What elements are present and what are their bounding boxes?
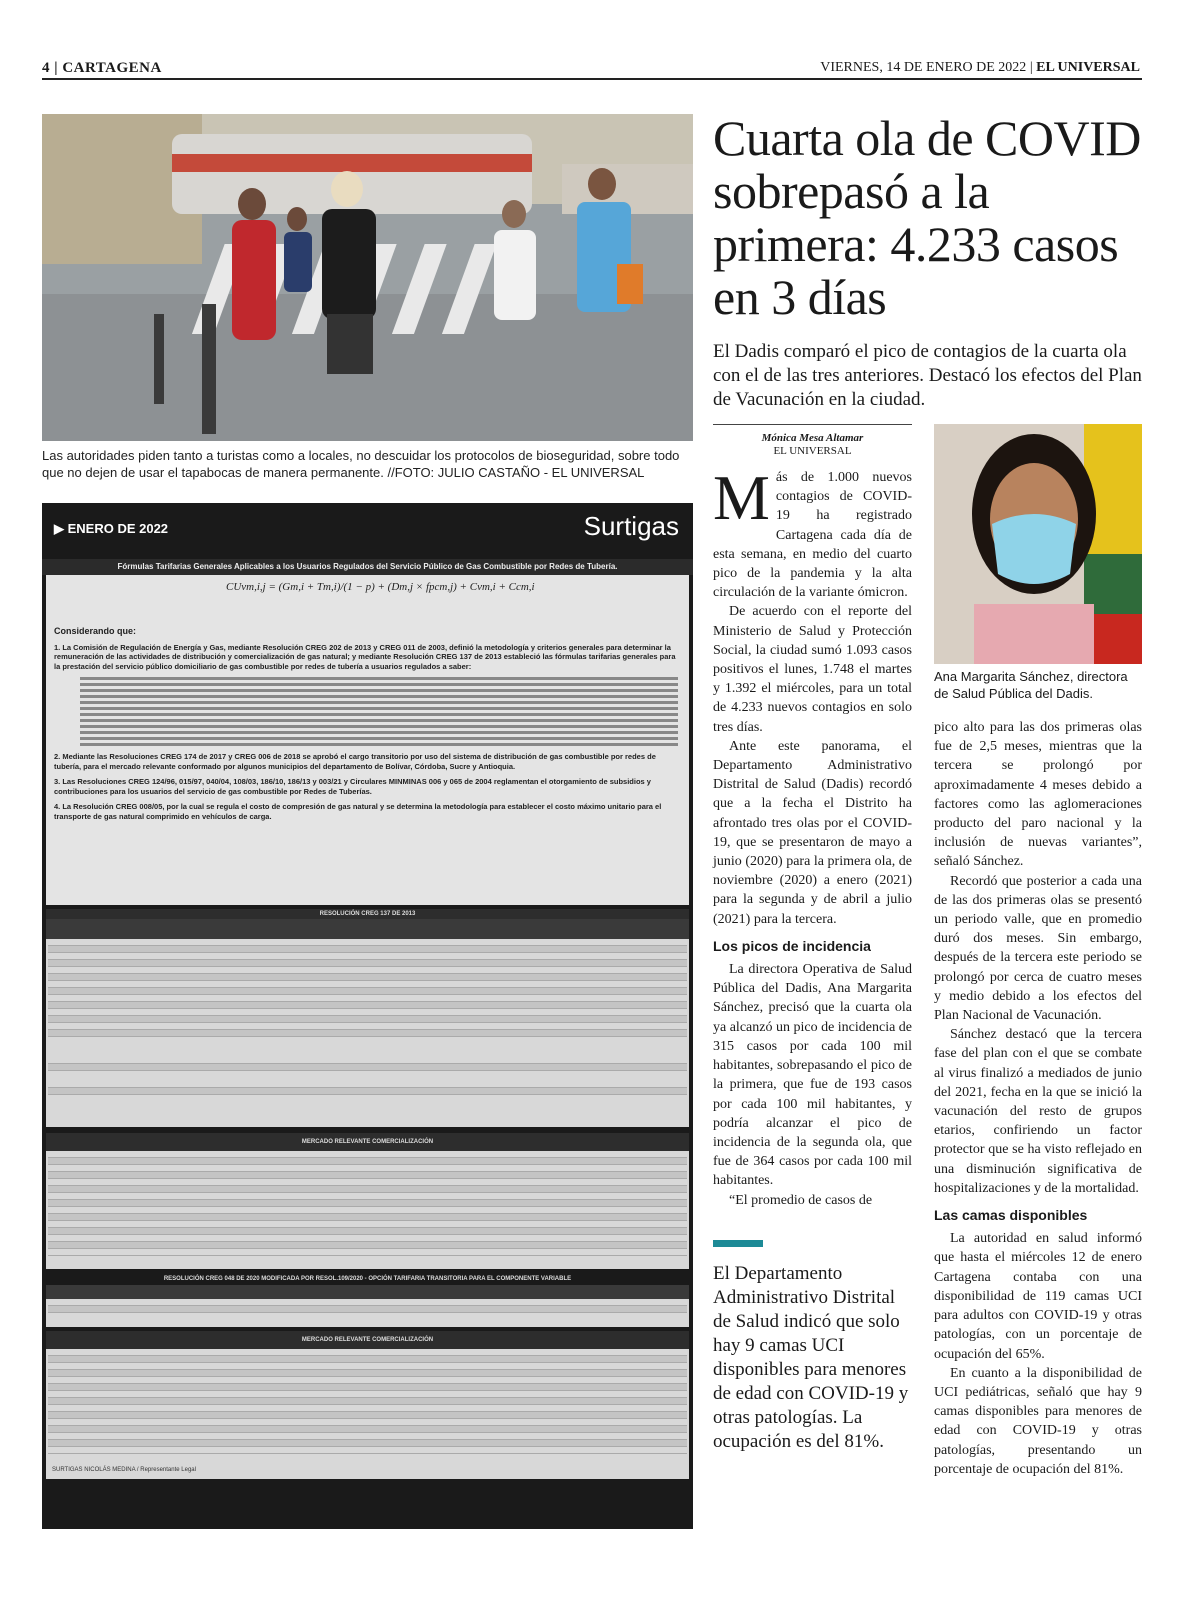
header-rule [42, 78, 1142, 80]
article-paragraph: La autoridad en salud informó que hasta el miércoles 12 de enero Cartagena contaba con una disponibilidad de 119 camas UCI para adultos con COVID-19 y otras patologías, con un porcentaje de ocupación del 65%. [934, 1231, 1142, 1362]
ad-header [42, 503, 693, 559]
ad-point-3: 3. Las Resoluciones CREG 124/96, 015/97, 040/04, 108/03, 186/10, 186/13 y 003/21 y Circulares MINMINAS 006 y 065 de 2004 reglamentan el otorgamiento de subsidios y contribuciones para los usuarios del servicio de gas combustible por Redes de Tuberías. [54, 777, 651, 796]
ad-point-1: 1. La Comisión de Regulación de Energía y Gas, mediante Resolución CREG 202 de 2013 y CREG 011 de 2003, definió la metodología y criterios generales para determinar la remuneración de las actividades de distribución y comercialización de gas natural; y mediante Resolución CREG 137 de 2013 estableció las fórmulas tarifarias generales para la prestación del servicio público domiciliario de gas combustible por redes de tubería a usuarios regulados a saber: [54, 642, 676, 671]
article-column-2 [934, 718, 1142, 1479]
considerando-heading: Considerando que: [54, 626, 137, 636]
article-paragraph: En cuanto a la disponibilidad de UCI pediátricas, señaló que hay 9 camas disponibles para menores de edad con COVID-19 y otras patologías, presentando un porcentaje de ocupación del 81%. [934, 1365, 1142, 1477]
byline-author: Mónica Mesa Altamar [761, 432, 864, 444]
pull-quote-accent [713, 1240, 763, 1247]
article-paragraph: Más de 1.000 nuevos contagios de COVID-19 ha registrado Cartagena cada día de esta semana, en medio del cuarto pico de la pandemia y la alta circulación de la variante ómicron. [713, 462, 912, 601]
issue-date-masthead: VIERNES, 14 DE ENERO DE 2022 | EL UNIVERSAL [820, 60, 1140, 75]
surtigas-tariff-ad [42, 503, 693, 1529]
publication-name: EL UNIVERSAL [1036, 60, 1140, 75]
commercialization-table-1: MERCADO RELEVANTE COMERCIALIZACIÓN [46, 1133, 689, 1269]
photo-caption: Las autoridades piden tanto a turistas como a locales, no descuidar los protocolos de bioseguridad, sobre todo que no dejen de usar el tapabocas de manera permanente. //FOTO: JULIO CASTAÑO - EL UNIVERSAL [42, 448, 680, 480]
article-paragraph: “El promedio de casos de [729, 1192, 873, 1208]
article-paragraph: Sánchez destacó que la tercera fase del plan con el que se combate al virus finalizó a mediados de junio del 2021, fecha en la que se inició la vacunación del resto de grupos etarios, confiriendo un factor protector que se ha visto reflejado en una disminución significativa de hospitalizaciones y de la mortalidad. [934, 1027, 1142, 1196]
article-paragraph: La directora Operativa de Salud Pública del Dadis, Ana Margarita Sánchez, precisó que la cuarta ola ya alcanzó un pico de incidencia de 315 casos por cada 100 mil habitantes, sobrepasando el pico de la primera, que fue de 193 casos por cada 100 mil habitantes, y podría alcanzar el pico de incidencia de la segunda ola, que fue de 364 casos por cada 100 mil habitantes. [713, 962, 913, 1189]
transitional-tariff-table: RESOLUCIÓN CREG 048 DE 2020 MODIFICADA POR RESOL.109/2020 - OPCIÓN TARIFARIA TRANSITORIA PARA EL COMPONENTE VARIABLE [46, 1273, 689, 1327]
ad-point-4: 4. La Resolución CREG 008/05, por la cual se regula el costo de compresión de gas natural y se determina la metodología para establecer el costo máximo unitario para el transporte de gas natural comprimido en vehículos de carga. [54, 802, 662, 821]
issue-date: VIERNES, 14 DE ENERO DE 2022 [820, 60, 1027, 75]
drop-cap: M [713, 462, 770, 533]
official-portrait-photo [934, 424, 1142, 664]
article-subhead: El Dadis comparó el pico de contagios de la cuarta ola con el de las tres anteriores. Destacó los efectos del Plan de Vacunación en la ciudad. [713, 341, 1142, 410]
article-column-1 [713, 462, 913, 1210]
article-subheading: Las camas disponibles [934, 1207, 1088, 1224]
ad-footer: SURTIGAS NICOLÁS MEDINA / Representante Legal [46, 1461, 689, 1479]
article-headline: Cuarta ola de COVID sobrepasó a la primera: 4.233 casos en 3 días [713, 110, 1141, 325]
article-paragraph: De acuerdo con el reporte del Ministerio de Salud y Protección Social, la ciudad sumó 1.093 casos positivos el lunes, 1.748 el martes y 1.392 el miércoles, para un total de 4.233 nuevos contagios en solo tres días. [713, 604, 912, 735]
portrait-caption: Ana Margarita Sánchez, directora de Salud Pública del Dadis. [934, 669, 1128, 701]
ad-title: Fórmulas Tarifarias Generales Aplicables a los Usuarios Regulados del Servicio Público de Gas Combustible por Redes de Tubería. [42, 559, 693, 575]
street-crossing-photo [42, 114, 693, 441]
ad-text [54, 627, 678, 827]
article-paragraph: pico alto para las dos primeras olas fue de 2,5 meses, mientras que la tercera se prolongó por aproximadamente 4 meses debido a factores como las aglomeraciones producto del paro nacional y la inclusión de nuevas variantes”, señaló Sánchez. [934, 720, 1142, 870]
tariff-formula: CUvm,i,j = (Gm,i + Tm,i)/(1 − p) + (Dm,j × fpcm,j) + Cvm,i + Ccm,i [226, 581, 535, 593]
byline-outlet: EL UNIVERSAL [773, 445, 852, 457]
page-section-label: 4 | CARTAGENA [42, 60, 162, 76]
ad-point-2: 2. Mediante las Resoluciones CREG 174 de 2017 y CREG 006 de 2018 se aprobó el cargo transitorio por uso del sistema de distribución de gas combustible por redes de tubería, para el mercado relevante conformado por algunos municipios del departamento de Bolívar, Córdoba, Sucre y Antioquia. [54, 752, 656, 771]
ad-body [46, 575, 689, 905]
section-name: CARTAGENA [62, 60, 162, 76]
commercialization-table-2: MERCADO RELEVANTE COMERCIALIZACIÓN [46, 1331, 689, 1471]
page-number: 4 [42, 60, 50, 76]
article-paragraph: Ante este panorama, el Departamento Administrativo Distrital de Salud (Dadis) recordó que a la fecha el Distrito ha afrontado tres olas por el COVID-19, que se presentaron de mayo a junio (2020) para la primera ola, de noviembre (2020) a enero (2021) para la segunda y de abril a julio (2021) para la tercera. [713, 738, 912, 927]
byline [713, 432, 912, 458]
pull-quote: El Departamento Administrativo Distrital de Salud indicó que solo hay 9 camas UCI disponibles para menores de edad con COVID-19 y otras patologías. La ocupación es del 81%. [713, 1263, 909, 1452]
surtigas-logo: Surtigas [583, 511, 679, 541]
article-subheading: Los picos de incidencia [713, 937, 871, 954]
ad-month: ▶ ENERO DE 2022 [54, 521, 169, 536]
byline-rule [713, 424, 912, 425]
article-paragraph: Recordó que posterior a cada una de las dos primeras olas se presentó un periodo valle, que en promedio duró dos meses. Sin embargo, después de la tercera este periodo se prolongó por cerca de cuatro meses y medio debido a los efectos del Plan Nacional de Vacunación. [934, 873, 1142, 1024]
tariff-table-1: RESOLUCIÓN CREG 137 DE 2013 [46, 909, 689, 1127]
